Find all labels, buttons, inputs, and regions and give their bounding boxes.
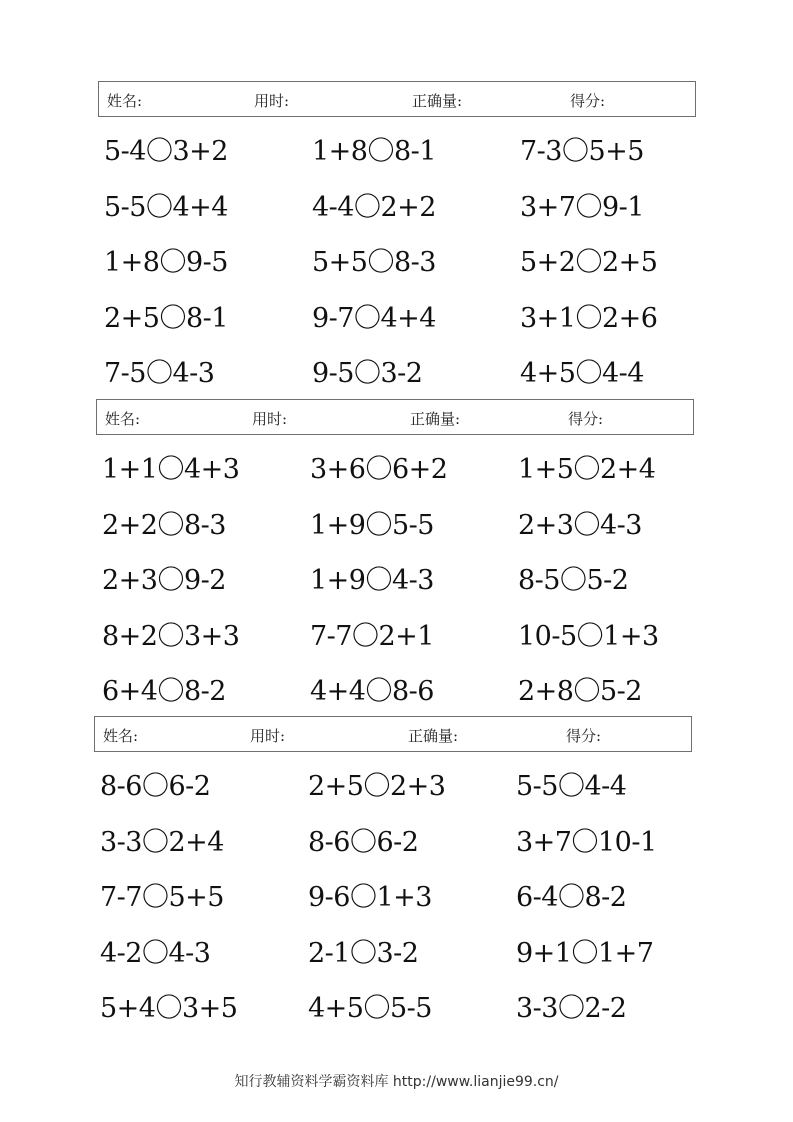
- comparison-problem: 2+3〇9-2: [102, 565, 226, 596]
- problem-row: [104, 303, 744, 359]
- comparison-problem: 2+2〇8-3: [102, 509, 226, 541]
- comparison-problem: 8-6〇6-2: [308, 826, 419, 858]
- time-label: 用时:: [250, 727, 286, 745]
- problem-row: [102, 621, 742, 677]
- comparison-problem: 4+4〇8-6: [310, 676, 434, 707]
- info-header-box: [98, 81, 696, 117]
- comparison-problem: 5+2〇2+5: [520, 247, 658, 278]
- problem-grid: [102, 454, 742, 732]
- comparison-problem: 2+8〇5-2: [518, 676, 642, 707]
- info-header-box: [94, 716, 692, 752]
- comparison-problem: 9-6〇1+3: [308, 882, 432, 913]
- score-label: 得分:: [566, 727, 602, 745]
- comparison-problem: 2+5〇2+3: [308, 771, 446, 802]
- comparison-problem: 3-3〇2+4: [100, 826, 224, 858]
- problem-row: [100, 771, 740, 827]
- comparison-problem: 3-3〇2-2: [516, 993, 627, 1024]
- comparison-problem: 8+2〇3+3: [102, 620, 240, 652]
- problem-row: [104, 247, 744, 303]
- accuracy-label: 正确量:: [412, 92, 463, 110]
- comparison-problem: 7-5〇4-3: [104, 358, 215, 389]
- problem-row: [104, 136, 744, 192]
- accuracy-label: 正确量:: [408, 727, 459, 745]
- problem-row: [100, 882, 740, 938]
- score-label: 得分:: [568, 410, 604, 428]
- comparison-problem: 3+7〇9-1: [520, 191, 644, 223]
- problem-row: [100, 993, 740, 1049]
- comparison-problem: 5-5〇4-4: [516, 771, 627, 802]
- comparison-problem: 10-5〇1+3: [518, 620, 659, 652]
- comparison-problem: 2+3〇4-3: [518, 509, 642, 541]
- name-label: 姓名:: [103, 727, 139, 745]
- comparison-problem: 1+8〇8-1: [312, 136, 436, 167]
- comparison-problem: 3+1〇2+6: [520, 302, 658, 334]
- comparison-problem: 4-2〇4-3: [100, 937, 211, 969]
- name-label: 姓名:: [105, 410, 141, 428]
- comparison-problem: 6+4〇8-2: [102, 676, 226, 707]
- problem-grid: [104, 136, 744, 414]
- problem-grid: [100, 771, 740, 1049]
- comparison-problem: 5+4〇3+5: [100, 993, 238, 1024]
- problem-row: [102, 565, 742, 621]
- comparison-problem: 8-5〇5-2: [518, 565, 629, 596]
- comparison-problem: 9+1〇1+7: [516, 937, 654, 969]
- comparison-problem: 3+6〇6+2: [310, 454, 448, 485]
- comparison-problem: 1+9〇5-5: [310, 509, 434, 541]
- comparison-problem: 4+5〇5-5: [308, 993, 432, 1024]
- accuracy-label: 正确量:: [410, 410, 461, 428]
- comparison-problem: 7-3〇5+5: [520, 136, 644, 167]
- comparison-problem: 2-1〇3-2: [308, 937, 419, 969]
- problem-row: [102, 454, 742, 510]
- problem-row: [100, 827, 740, 883]
- problem-row: [104, 192, 744, 248]
- comparison-problem: 5+5〇8-3: [312, 247, 436, 278]
- comparison-problem: 6-4〇8-2: [516, 882, 627, 913]
- score-label: 得分:: [570, 92, 606, 110]
- comparison-problem: 7-7〇5+5: [100, 882, 224, 913]
- comparison-problem: 1+5〇2+4: [518, 454, 656, 485]
- comparison-problem: 1+8〇9-5: [104, 247, 228, 278]
- problem-row: [102, 510, 742, 566]
- comparison-problem: 1+9〇4-3: [310, 565, 434, 596]
- time-label: 用时:: [252, 410, 288, 428]
- problem-row: [100, 938, 740, 994]
- comparison-problem: 5-4〇3+2: [104, 136, 228, 167]
- comparison-problem: 8-6〇6-2: [100, 771, 211, 802]
- comparison-problem: 3+7〇10-1: [516, 826, 657, 858]
- comparison-problem: 1+1〇4+3: [102, 454, 240, 485]
- info-header-box: [96, 399, 694, 435]
- time-label: 用时:: [254, 92, 290, 110]
- footer-watermark: 知行教辅资料学霸资料库 http://www.lianjie99.cn/: [234, 1074, 559, 1090]
- comparison-problem: 2+5〇8-1: [104, 302, 228, 334]
- name-label: 姓名:: [107, 92, 143, 110]
- comparison-problem: 7-7〇2+1: [310, 620, 434, 652]
- comparison-problem: 4+5〇4-4: [520, 358, 644, 389]
- comparison-problem: 5-5〇4+4: [104, 191, 228, 223]
- comparison-problem: 9-5〇3-2: [312, 358, 423, 389]
- comparison-problem: 4-4〇2+2: [312, 191, 436, 223]
- comparison-problem: 9-7〇4+4: [312, 302, 436, 334]
